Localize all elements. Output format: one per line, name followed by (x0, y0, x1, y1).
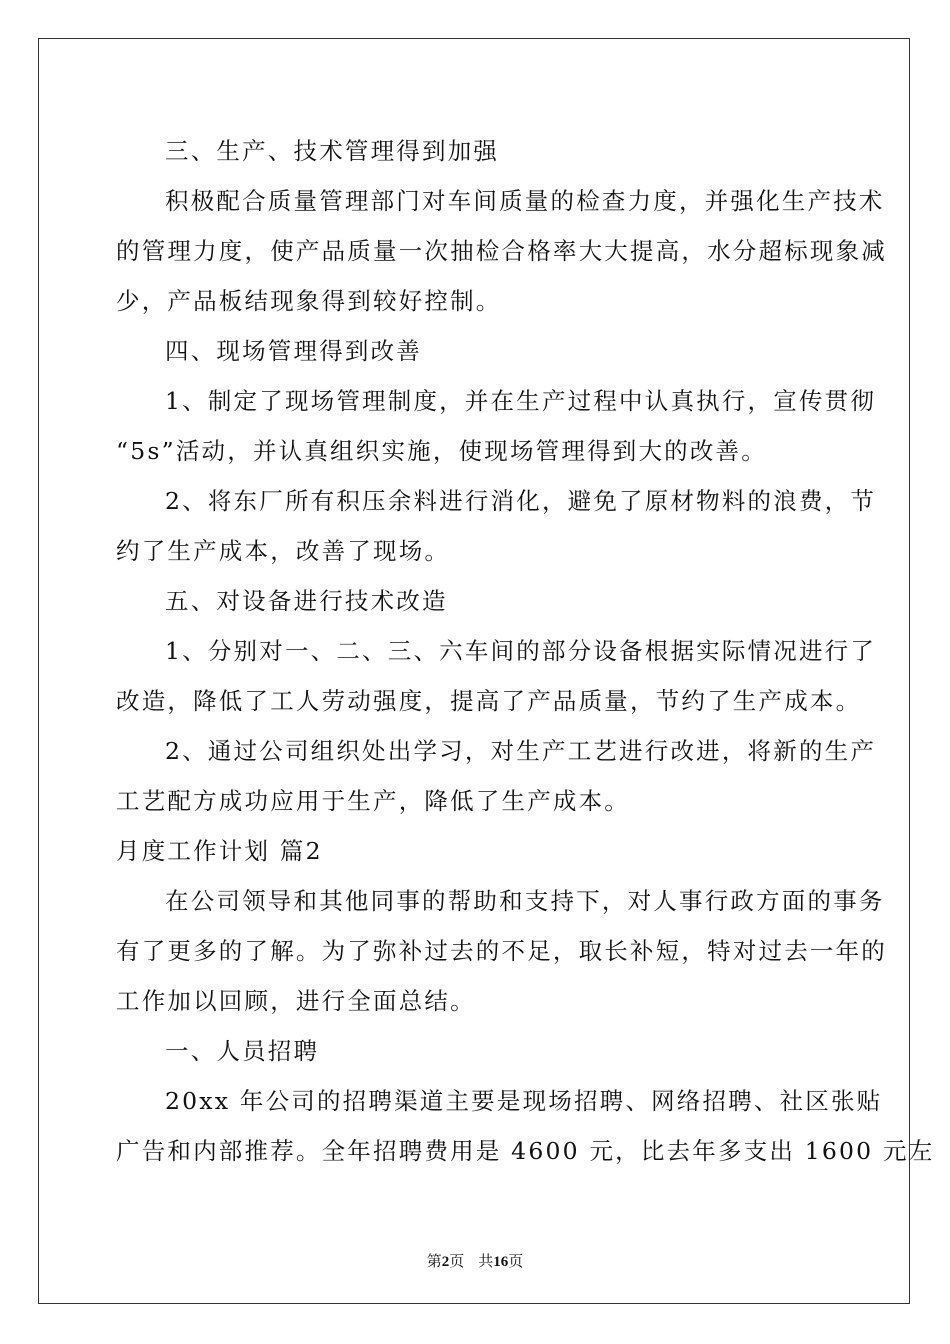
section-heading: 五、对设备进行技术改造 (165, 587, 448, 615)
paragraph-line: 工艺配方成功应用于生产，降低了生产成本。 (116, 787, 630, 815)
page-footer (0, 1250, 950, 1271)
paragraph-line: 1、分别对一、二、三、六车间的部分设备根据实际情况进行了 (165, 637, 877, 665)
paragraph-line: 约了生产成本，改善了现场。 (116, 537, 451, 565)
paragraph-line: 2、将东厂所有积压余料进行消化，避免了原材物料的浪费，节 (165, 487, 877, 515)
section-heading: 三、生产、技术管理得到加强 (165, 137, 500, 165)
paragraph-line: 1、制定了现场管理制度，并在生产过程中认真执行，宣传贯彻 (165, 387, 877, 415)
paragraph-line: “5s”活动，并认真组织实施，使现场管理得到大的改善。 (116, 437, 767, 465)
paragraph-line: 改造，降低了工人劳动强度，提高了产品质量，节约了生产成本。 (116, 687, 862, 715)
paragraph-line: 2、通过公司组织处出学习，对生产工艺进行改进，将新的生产 (165, 737, 877, 765)
paragraph-line: 工作加以回顾，进行全面总结。 (116, 987, 476, 1015)
document-body (116, 126, 935, 1176)
page-total: 共16页 (478, 1254, 524, 1270)
paragraph-line: 的管理力度，使产品质量一次抽检合格率大大提高，水分超标现象减 (116, 237, 887, 265)
paragraph-line: 少，产品板结现象得到较好控制。 (116, 287, 502, 315)
paragraph-line: 广告和内部推荐。全年招聘费用是 4600 元，比去年多支出 1600 元左 (116, 1137, 935, 1165)
article-title: 月度工作计划 篇2 (116, 837, 323, 865)
paragraph-line: 20xx 年公司的招聘渠道主要是现场招聘、网络招聘、社区张贴 (165, 1087, 883, 1115)
section-heading: 一、人员招聘 (165, 1037, 320, 1065)
paragraph-line: 在公司领导和其他同事的帮助和支持下，对人事行政方面的事务 (165, 887, 885, 915)
paragraph-line: 积极配合质量管理部门对车间质量的检查力度，并强化生产技术 (165, 187, 885, 215)
paragraph-line: 有了更多的了解。为了弥补过去的不足，取长补短，特对过去一年的 (116, 937, 887, 965)
section-heading: 四、现场管理得到改善 (165, 337, 422, 365)
page-number: 第2页 (426, 1254, 465, 1270)
